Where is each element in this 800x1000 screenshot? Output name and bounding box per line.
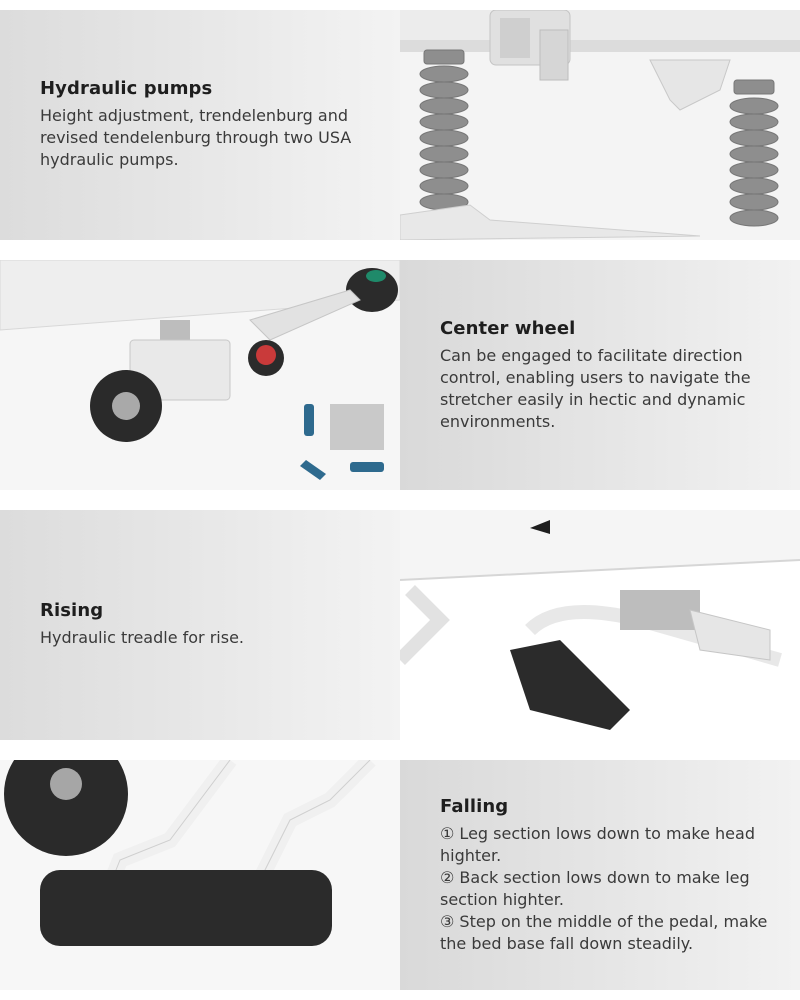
section-falling — [0, 760, 800, 990]
text-panel — [400, 260, 800, 490]
text-panel — [0, 10, 400, 240]
section-center-wheel — [0, 260, 800, 490]
hydraulic-pump-bellows-photo — [400, 10, 800, 240]
text-panel — [400, 760, 800, 990]
section-title: Rising — [40, 600, 104, 621]
text-block — [440, 796, 780, 955]
section-title: Hydraulic pumps — [40, 78, 213, 99]
text-block — [40, 78, 380, 171]
rising-pedal-photo — [400, 510, 800, 740]
section-rising — [0, 510, 800, 740]
section-description: Height adjustment, trendelenburg and revised tendelenburg through two USA hydraulic pumps. — [40, 106, 352, 169]
section-description: Can be engaged to facilitate direction control, enabling users to navigate the stretcher easily in hectic and dynamic environments. — [440, 346, 751, 431]
center-wheel-photo — [0, 260, 400, 490]
falling-pedal-photo — [0, 760, 400, 990]
section-hydraulic-pumps — [0, 10, 800, 240]
section-title: Center wheel — [440, 318, 576, 339]
falling-step-1: ① Leg section lows down to make head highter. — [440, 824, 755, 865]
falling-step-3: ③ Step on the middle of the pedal, make the bed base fall down steadily. — [440, 912, 768, 953]
section-title: Falling — [440, 796, 509, 817]
text-block — [40, 600, 380, 649]
falling-step-2: ② Back section lows down to make leg section highter. — [440, 868, 750, 909]
text-block — [440, 318, 780, 433]
section-description: Hydraulic treadle for rise. — [40, 628, 245, 647]
text-panel — [0, 510, 400, 740]
